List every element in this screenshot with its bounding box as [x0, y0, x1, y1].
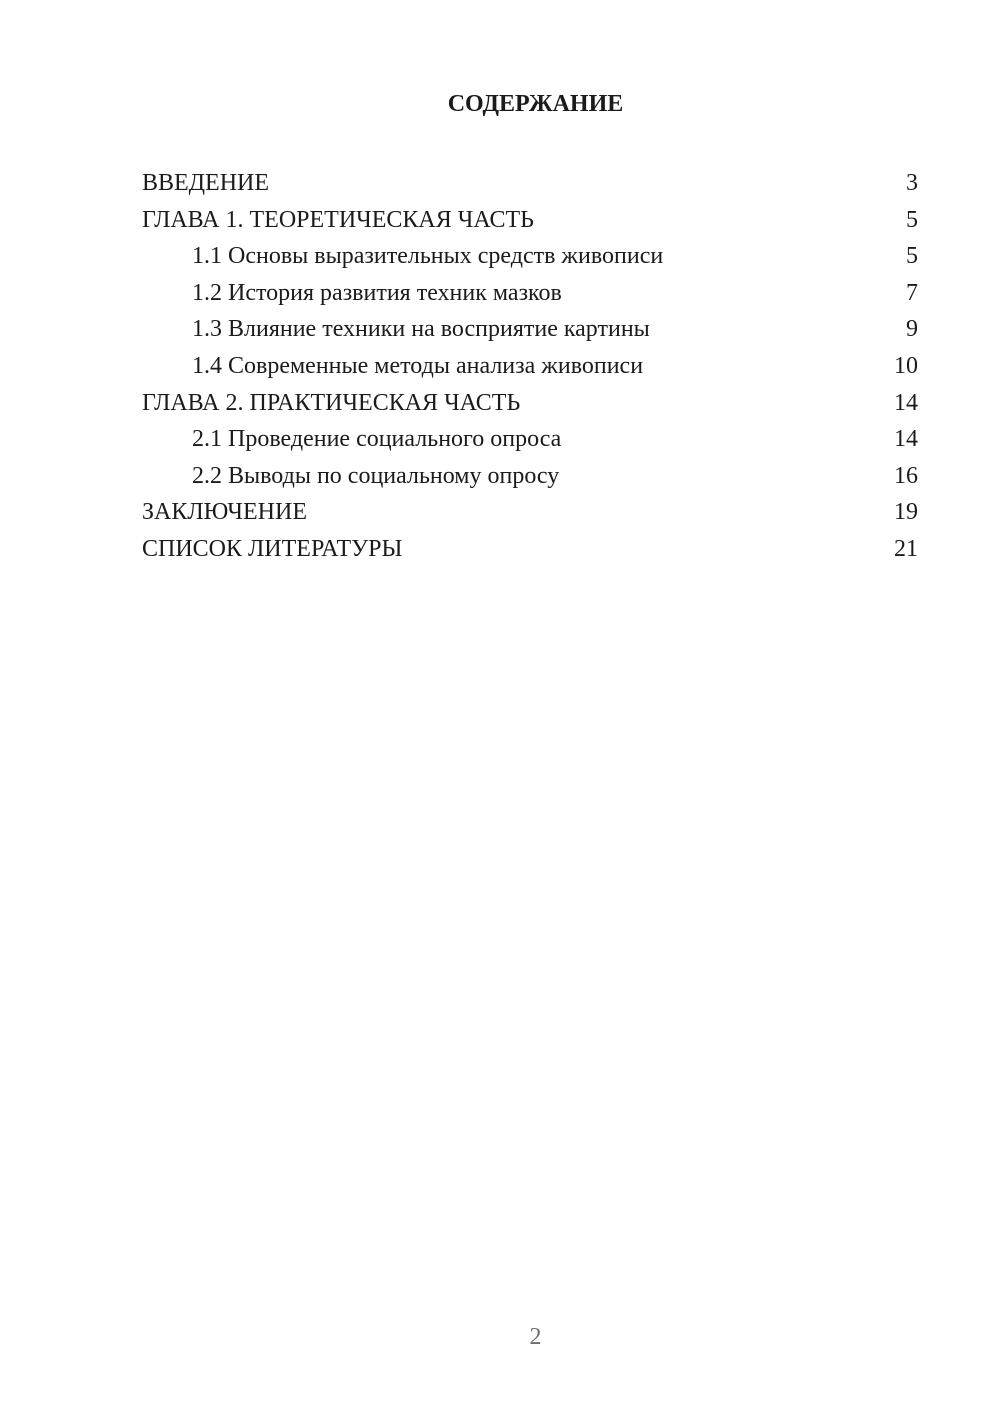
footer-page-number: 2: [529, 1324, 542, 1350]
toc-entry-page: 19: [894, 499, 918, 526]
toc-entry-label: 1.3 Влияние техники на восприятие картины: [192, 316, 650, 343]
toc-entry-page: 10: [894, 352, 918, 379]
toc-row: [142, 311, 918, 348]
toc-entry-page: 16: [894, 462, 918, 489]
toc-entry-label: ВВЕДЕНИЕ: [142, 170, 270, 196]
toc-entry-label: 1.2 История развития техник мазков: [192, 279, 562, 306]
toc-entry-label: ЗАКЛЮЧЕНИЕ: [142, 499, 307, 526]
toc-list: [142, 165, 918, 568]
toc-entry-page: 21: [894, 535, 918, 562]
toc-entry-label: 1.4 Современные методы анализа живописи: [192, 352, 644, 379]
page-title: СОДЕРЖАНИЕ: [447, 91, 624, 117]
toc-row: [142, 202, 918, 239]
toc-row: [142, 421, 918, 458]
toc-entry-label: 2.1 Проведение социального опроса: [192, 426, 562, 453]
toc-entry-page: 5: [906, 206, 918, 233]
toc-entry-label: СПИСОК ЛИТЕРАТУРЫ: [142, 535, 403, 562]
toc-row: [142, 165, 918, 202]
toc-entry-label: 1.1 Основы выразительных средств живописи: [192, 243, 664, 270]
toc-entry-page: 3: [906, 170, 918, 196]
toc-row: [142, 458, 918, 495]
toc-entry-label: 2.2 Выводы по социальному опросу: [192, 462, 560, 489]
toc-entry-label: ГЛАВА 1. ТЕОРЕТИЧЕСКАЯ ЧАСТЬ: [142, 206, 534, 233]
toc-entry-page: 7: [906, 279, 918, 306]
toc-row: [142, 531, 918, 568]
toc-row: [142, 275, 918, 312]
toc-entry-page: 5: [906, 243, 918, 270]
toc-row: [142, 348, 918, 385]
toc-row: [142, 385, 918, 422]
toc-entry-page: 14: [894, 389, 918, 416]
toc-entry-page: 9: [906, 316, 918, 343]
toc-row: [142, 494, 918, 531]
toc-entry-label: ГЛАВА 2. ПРАКТИЧЕСКАЯ ЧАСТЬ: [142, 389, 521, 416]
toc-row: [142, 238, 918, 275]
toc-entry-page: 14: [894, 426, 918, 453]
